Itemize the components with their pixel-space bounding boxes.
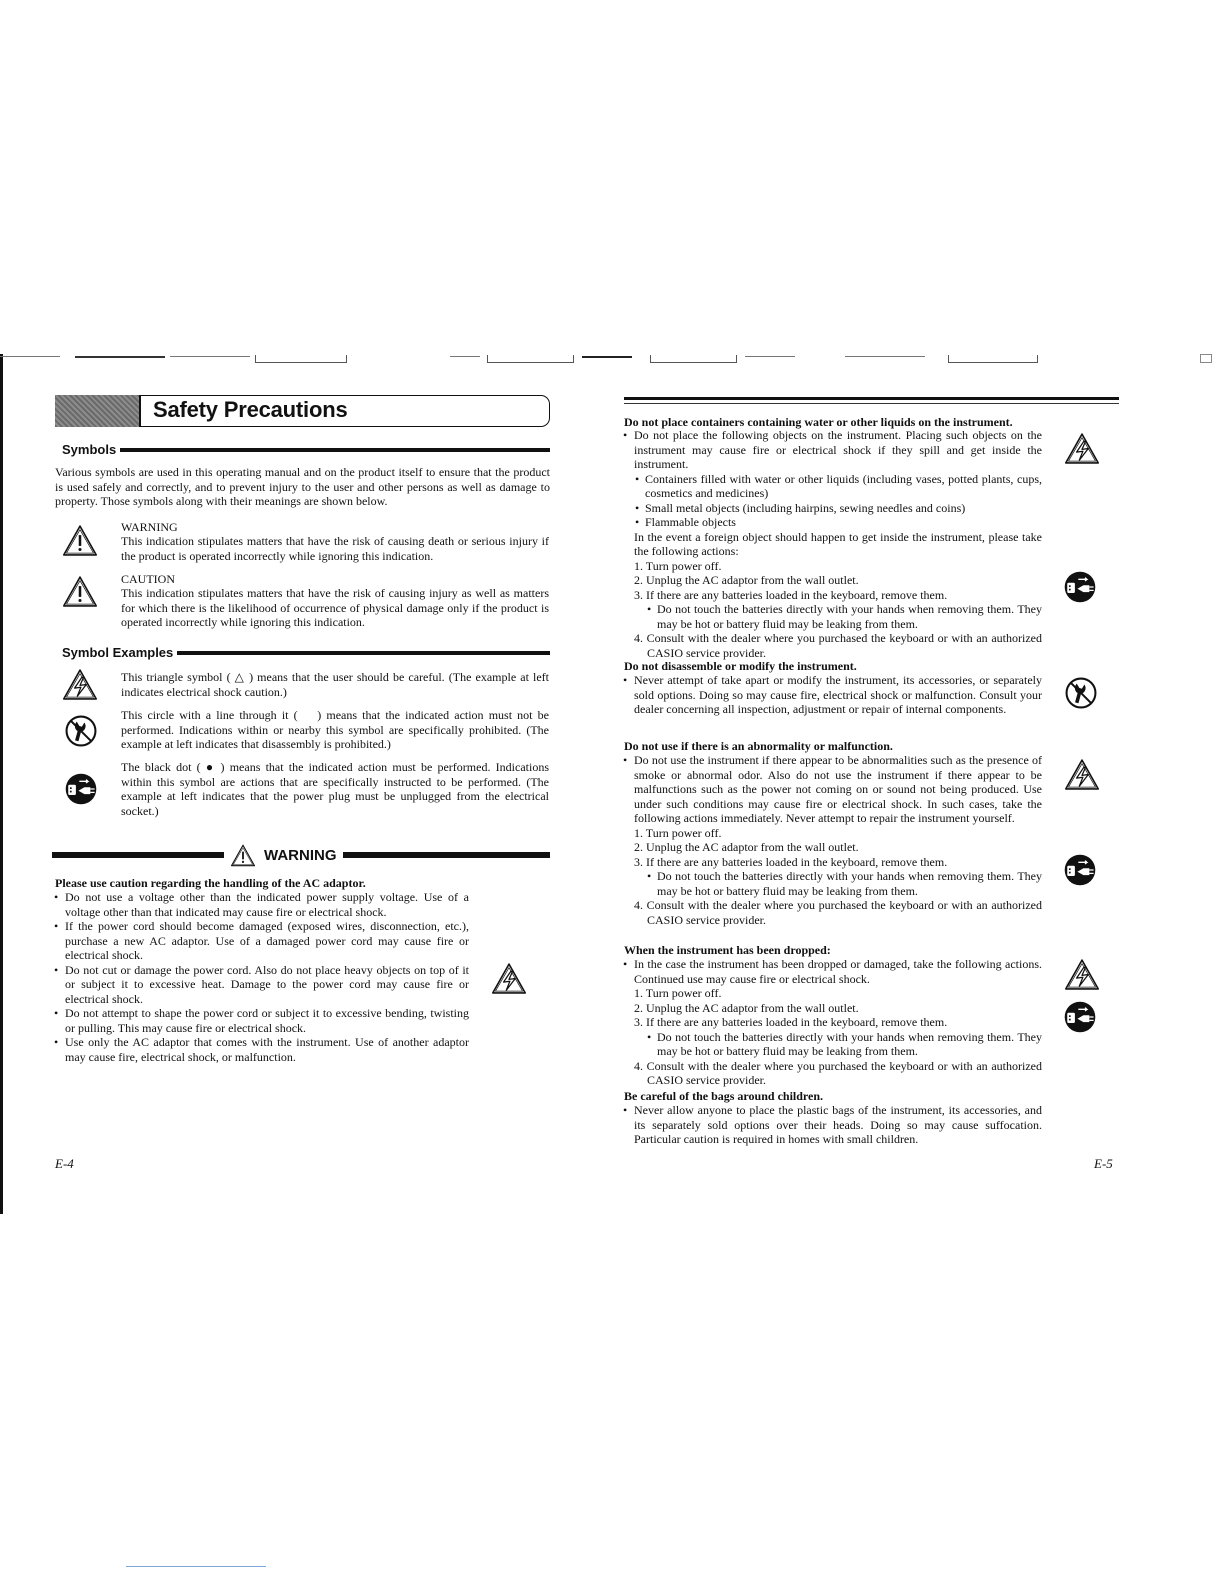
banner-rule-right xyxy=(343,852,551,858)
scan-line xyxy=(255,355,347,363)
disassembly-prohibited-icon xyxy=(64,714,98,748)
caution-triangle-icon xyxy=(62,575,98,608)
scan-line xyxy=(487,355,574,363)
scan-line xyxy=(75,356,165,358)
title-shade xyxy=(55,395,139,427)
symbols-heading-label: Symbols xyxy=(62,442,117,457)
electric-shock-caution-icon xyxy=(491,962,527,995)
liquids-section xyxy=(622,428,1042,660)
symbols-heading xyxy=(62,442,550,457)
scan-line xyxy=(845,356,925,357)
step-4: 4. Consult with the dealer where you purchased the keyboard or with an authorized CASIO service provider. xyxy=(634,631,1042,660)
heading-rule xyxy=(177,651,550,655)
step-4: 4. Consult with the dealer where you purchased the keyboard or with an authorized CASIO service provider. xyxy=(634,1058,1042,1087)
bags-heading: Be careful of the bags around children. xyxy=(624,1089,824,1103)
bags-text: • Never allow anyone to place the plastic bags of the instrument, its accessories, and its separately sold options over their heads. Doing so may cause suffocation. Particular caution is required in homes with small children. xyxy=(622,1103,1042,1147)
page-number-left: E-4 xyxy=(55,1156,74,1171)
caution-text: This indication stipulates matters that have the risk of causing injury as well as matters for which there is the likelihood of occurrence of physical damage only if the product is operated incorrectly while ignoring this indication. xyxy=(121,586,549,629)
liquids-intro: • Do not place the following objects on the instrument. Placing such objects on the instrument may cause fire or electrical shock if they spill and get inside the instrument. xyxy=(622,428,1042,472)
step-1: 1. Turn power off. xyxy=(634,986,722,1000)
example-triangle: This triangle symbol ( △ ) means that the user should be careful. (The example at left indicates electrical shock caution.) xyxy=(121,670,549,699)
step-3: 3. If there are any batteries loaded in the keyboard, remove them. xyxy=(634,1015,948,1029)
step-3-note: • Do not touch the batteries directly with your hands when removing them. They may be hot or battery fluid may be leaking from them. xyxy=(646,1030,1042,1059)
scan-line xyxy=(745,356,795,357)
list-item: • Use only the AC adaptor that comes with the instrument. Use of another adaptor may cause fire, electrical shock, or malfunction. xyxy=(53,1035,469,1064)
example-circle: This circle with a line through it ( ⃠ ) means that the indicated action must not be performed. Indications within or nearby this symbol are specifically prohibited. (The example at left indicates that disassembly is prohibited.) xyxy=(121,708,549,751)
adaptor-heading: Please use caution regarding the handling of the AC adaptor. xyxy=(55,876,366,890)
heading-rule xyxy=(120,448,550,452)
dropped-section xyxy=(622,957,1042,1088)
bags-section xyxy=(622,1103,1042,1147)
electric-shock-caution-icon xyxy=(62,668,98,701)
step-2: 2. Unplug the AC adaptor from the wall outlet. xyxy=(634,840,859,854)
page-title: Safety Precautions xyxy=(153,397,348,422)
step-4: 4. Consult with the dealer where you purchased the keyboard or with an authorized CASIO service provider. xyxy=(634,898,1042,927)
example-dot: The black dot ( ● ) means that the indicated action must be performed. Indications within this symbol are actions that are specifically instructed to be performed. (The example at left indicates that the power plug must be unplugged from the electrical socket.) xyxy=(121,760,549,818)
symbol-examples-heading-label: Symbol Examples xyxy=(62,645,174,660)
scan-line xyxy=(170,356,250,357)
disassemble-heading: Do not disassemble or modify the instrument. xyxy=(624,659,857,673)
warning-triangle-icon xyxy=(230,844,256,867)
page-number-right: E-5 xyxy=(1094,1156,1113,1171)
abnormality-actions xyxy=(622,826,1042,928)
adaptor-list xyxy=(53,890,469,1064)
unplug-power-icon xyxy=(1063,853,1097,887)
abnormality-text: • Do not use the instrument if there appear to be abnormalities such as the presence of smoke or abnormal odor. Also do not use the instrument if there appear to be malfunctions such as the power not coming on or sound not being produced. Use under such conditions may cause fire or electrical shock. In such cases, take the following actions immediately. Never attempt to repair the instrument yourself. xyxy=(622,753,1042,826)
warning-label: WARNING xyxy=(121,520,178,534)
electric-shock-caution-icon xyxy=(1064,958,1100,991)
step-2: 2. Unplug the AC adaptor from the wall outlet. xyxy=(634,1000,859,1015)
page-binding-edge xyxy=(0,354,3,1214)
scan-artifact-line xyxy=(126,1566,266,1567)
scan-line xyxy=(650,355,737,363)
scan-line xyxy=(582,356,632,358)
dropped-actions xyxy=(622,986,1042,1088)
disassemble-text: • Never attempt of take apart or modify the instrument, its accessories, or separately sold options. Doing so may cause fire, electrical shock or malfunction. Consult your dealer concerning all inspection, adjustment or repair of internal components. xyxy=(622,673,1042,717)
electric-shock-caution-icon xyxy=(1064,432,1100,465)
caution-label: CAUTION xyxy=(121,572,175,586)
dropped-text: • In the case the instrument has been dropped or damaged, take the following actions. Continued use may cause fire or electrical shock. xyxy=(622,957,1042,986)
step-2: 2. Unplug the AC adaptor from the wall outlet. xyxy=(634,573,859,587)
scan-line xyxy=(1200,354,1212,363)
list-item: • Do not cut or damage the power cord. Also do not place heavy objects on top of it or subject it to excessive heat. Damage to the power cord may cause fire or electrical shock. xyxy=(53,963,469,1007)
unplug-power-icon xyxy=(1063,1000,1097,1034)
caution-definition xyxy=(121,572,549,630)
step-3: 3. If there are any batteries loaded in the keyboard, remove them. xyxy=(634,854,948,869)
scan-line xyxy=(0,356,60,357)
abnormality-heading: Do not use if there is an abnormality or malfunction. xyxy=(624,739,893,753)
unplug-power-icon xyxy=(64,772,98,806)
symbol-examples-heading xyxy=(62,645,550,660)
symbols-intro: Various symbols are used in this operating manual and on the product itself to ensure that the product is used safely and correctly, and to prevent injury to the user and other persons as well as damage to property. Those symbols along with their meanings are shown below. xyxy=(55,465,550,508)
list-item: • If the power cord should become damaged (exposed wires, disconnection, etc.), purchase a new AC adaptor. Use of a damaged power cord may cause fire or electrical shock. xyxy=(53,919,469,963)
step-3-note: • Do not touch the batteries directly with your hands when removing them. They may be hot or battery fluid may be leaking from them. xyxy=(646,869,1042,898)
liquids-actions xyxy=(622,530,1042,661)
right-page-top-rule-thin xyxy=(624,403,1119,404)
liquids-event: In the event a foreign object should happen to get inside the instrument, please take the following actions: xyxy=(634,529,1042,558)
step-3-note: • Do not touch the batteries directly with your hands when removing them. They may be hot or battery fluid may be leaking from them. xyxy=(646,602,1042,631)
step-1: 1. Turn power off. xyxy=(634,558,722,573)
list-item: • Do not use a voltage other than the indicated power supply voltage. Use of a voltage other than that indicated may cause fire or electrical shock. xyxy=(53,890,469,919)
disassembly-prohibited-icon xyxy=(1064,676,1098,710)
scan-line xyxy=(450,356,480,357)
banner-rule-left xyxy=(52,852,224,858)
right-page-top-rule xyxy=(624,397,1119,400)
dropped-heading: When the instrument has been dropped: xyxy=(624,943,831,957)
title-block xyxy=(55,395,550,427)
electric-shock-caution-icon xyxy=(1064,758,1100,791)
list-item: • Containers filled with water or other liquids (including vases, potted plants, cups, cosmetics and medicines) xyxy=(634,472,1042,501)
warning-banner xyxy=(52,843,550,867)
warning-text: This indication stipulates matters that have the risk of causing death or serious injury if the product is operated incorrectly while ignoring this indication. xyxy=(121,534,549,563)
liquids-heading: Do not place containers containing water or other liquids on the instrument. xyxy=(624,415,1013,429)
list-item: • Do not attempt to shape the power cord or subject it to excessive bending, twisting or pulling. This may cause fire or electrical shock. xyxy=(53,1006,469,1035)
warning-banner-label-wrap xyxy=(224,844,343,867)
abnormality-section xyxy=(622,753,1042,927)
step-3: 3. If there are any batteries loaded in the keyboard, remove them. xyxy=(634,587,948,602)
warning-banner-label: WARNING xyxy=(264,846,337,864)
list-item: • Flammable objects xyxy=(634,515,1042,530)
disassemble-section xyxy=(622,673,1042,717)
warning-definition xyxy=(121,520,549,563)
unplug-power-icon xyxy=(1063,570,1097,604)
title-box xyxy=(139,395,550,427)
warning-triangle-icon xyxy=(62,524,98,557)
scan-line xyxy=(948,355,1038,363)
step-1: 1. Turn power off. xyxy=(634,825,722,840)
list-item: • Small metal objects (including hairpins, sewing needles and coins) xyxy=(634,501,1042,516)
